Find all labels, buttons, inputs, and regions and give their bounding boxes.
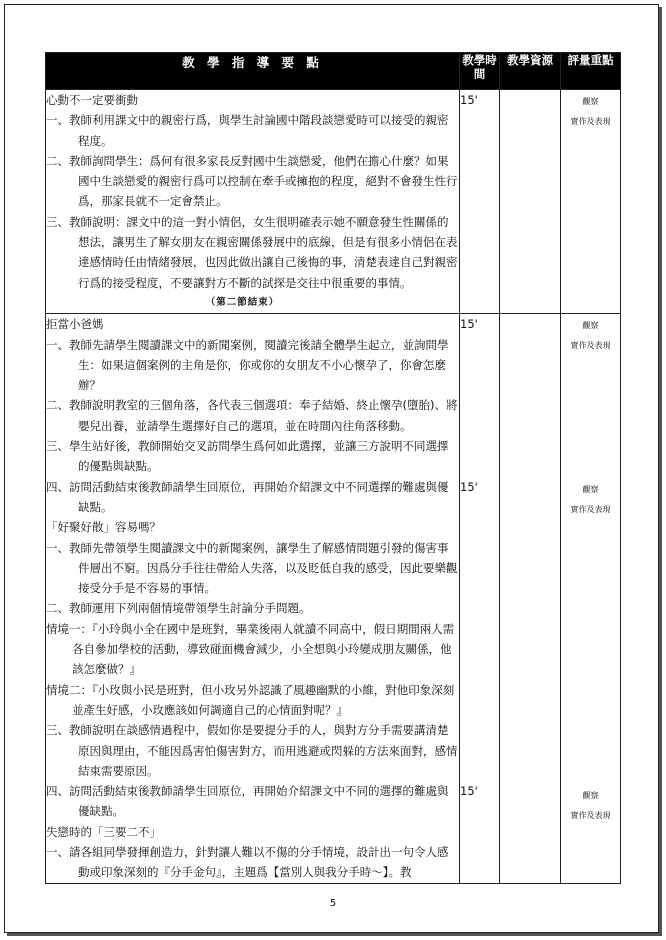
- page-number: 5: [329, 898, 337, 909]
- header-time: 教學時間: [460, 53, 500, 90]
- header-resource: 教學資源: [500, 53, 561, 90]
- list-item: 二、教師說明教室的三個角落，各代表三個選項：奉子結婚、終止懷孕(墮胎)、將嬰兒出養，並請學生選擇好自己的選項，並在時間內往角落移動。: [46, 398, 458, 433]
- list-item: 三、教師說明：課文中的這一對小情侶，女生很明確表示她不願意發生性關係的想法，讓男生了解女朋友在親密關係發展中的底線，但是有很多小情侶在表達感情時任由情緒發展，也因此做出讓自己後悔的事，清楚表達自己對親密行爲的接受程度，不要讓對方不斷的試探是交往中很重要的事情。: [46, 214, 458, 290]
- row1-content: [46, 90, 460, 314]
- section-title: 拒當小爸媽: [46, 317, 104, 332]
- table-header: [46, 53, 621, 90]
- section-title: 失戀時的「三要二不」: [46, 824, 161, 839]
- row2-content: [46, 314, 460, 883]
- situation-item: 情境二：『小玫與小民是班對，但小玫另外認識了風趣幽默的小維，對他印象深刻並產生好感，小玫應該如何調適自己的心情面對呢？』: [46, 682, 455, 717]
- list-item: 四、訪問活動結束後教師請學生回原位，再開始介紹課文中不同的選擇的難處與優缺點。: [46, 784, 449, 819]
- section-title: 「好聚好散」容易嗎？: [46, 520, 161, 535]
- list-item: 一、請各組同學發揮創造力，針對讓人難以不傷的分手情境，設計出一句令人感動或印象深刻的『分手金句』，主題爲【當別人與我分手時～】。教: [46, 844, 449, 880]
- header-evaluation: 評量重點: [561, 53, 621, 90]
- list-item: 一、教師先請學生閱讀課文中的新聞案例，閱讀完後請全體學生起立，並詢問學生：如果這個案例的主角是你，你或你的女朋友不小心懷孕了，你會怎麼辦？: [46, 337, 449, 393]
- table-row: [46, 314, 621, 883]
- header-main: 教 學 指 導 要 點: [46, 53, 460, 90]
- evaluation-cell: 觀察 實作及表現 觀察 實作及表現 觀察 實作及表現: [561, 314, 621, 883]
- list-item: 一、教師先帶領學生閱讀課文中的新聞案例，讓學生了解感情問題引發的傷害事件層出不窮。因爲分手往往帶給人失落，以及貶低自我的感受，因此要樂觀接受分手是不容易的事情。: [46, 540, 458, 596]
- list-item: 三、學生站好後，教師開始交叉訪問學生爲何如此選擇，並讓三方說明不同選擇的優點與缺點。: [46, 439, 449, 474]
- lesson-plan-table: [45, 52, 621, 884]
- time-cell: 15': [460, 90, 500, 314]
- table-row: [46, 90, 621, 314]
- list-item: 三、教師說明在談感情過程中，假如你是要提分手的人，與對方分手需要講清楚原因與理由，不能因爲害怕傷害對方，而用逃避或閃躲的方法來面對，感情結束需要原因。: [46, 723, 458, 778]
- evaluation-cell: 觀察 實作及表現: [561, 90, 621, 314]
- section-title: 心動不一定要衝動: [46, 93, 138, 107]
- list-item: 二、教師詢問學生：爲何有很多家長反對國中生談戀愛，他們在擔心什麼？如果國中生談戀愛的親密行爲可以控制在牽手或擁抱的程度，絕對不會發生性行爲，那家長就不一定會禁止。: [46, 153, 458, 209]
- list-item: 四、訪問活動結束後教師請學生回原位，再開始介紹課文中不同選擇的難處與優缺點。: [46, 479, 449, 514]
- section-end-mark: （第二節結束）: [205, 296, 280, 308]
- time-cell: 15' 15' 15': [460, 314, 500, 883]
- situation-item: 情境一：『小玲與小全在國中是班對，畢業後兩人就讀不同高中，假日期間兩人需各自參加學校的活動，導致碰面機會減少，小全想與小玲變成朋友關係，他該怎麼做？』: [46, 621, 455, 677]
- list-item: 二、教師運用下列兩個情境帶領學生討論分手問題。: [46, 601, 311, 616]
- resource-cell: [500, 90, 561, 314]
- resource-cell: [500, 314, 561, 883]
- list-item: 一、教師利用課文中的親密行爲，與學生討論國中階段談戀愛時可以接受的親密程度。: [46, 113, 449, 148]
